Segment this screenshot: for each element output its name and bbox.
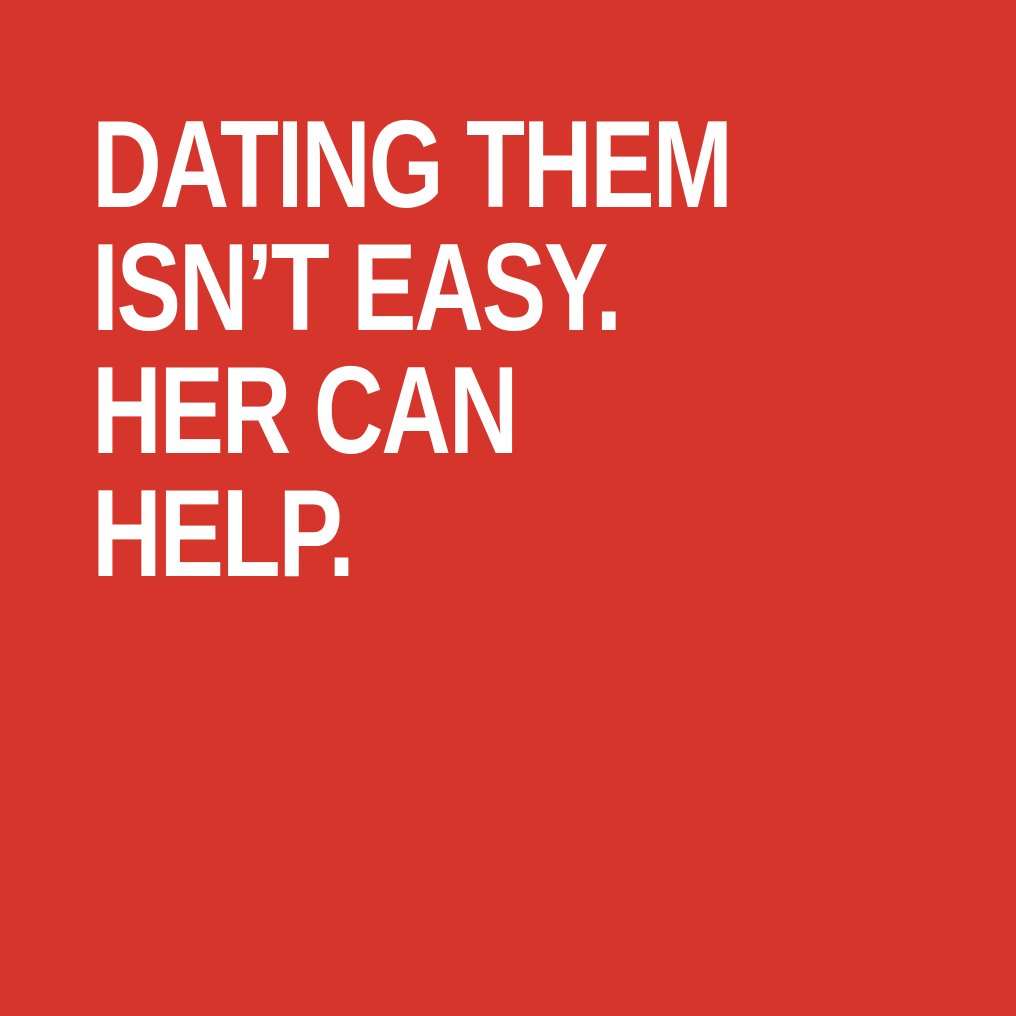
headline-line-3: HER CAN (92, 342, 517, 480)
headline (92, 96, 731, 603)
headline-line-1: DATING THEM (92, 96, 731, 234)
headline-line-2: ISN’T EASY. (92, 219, 620, 357)
headline-line-4: HELP. (92, 465, 353, 603)
